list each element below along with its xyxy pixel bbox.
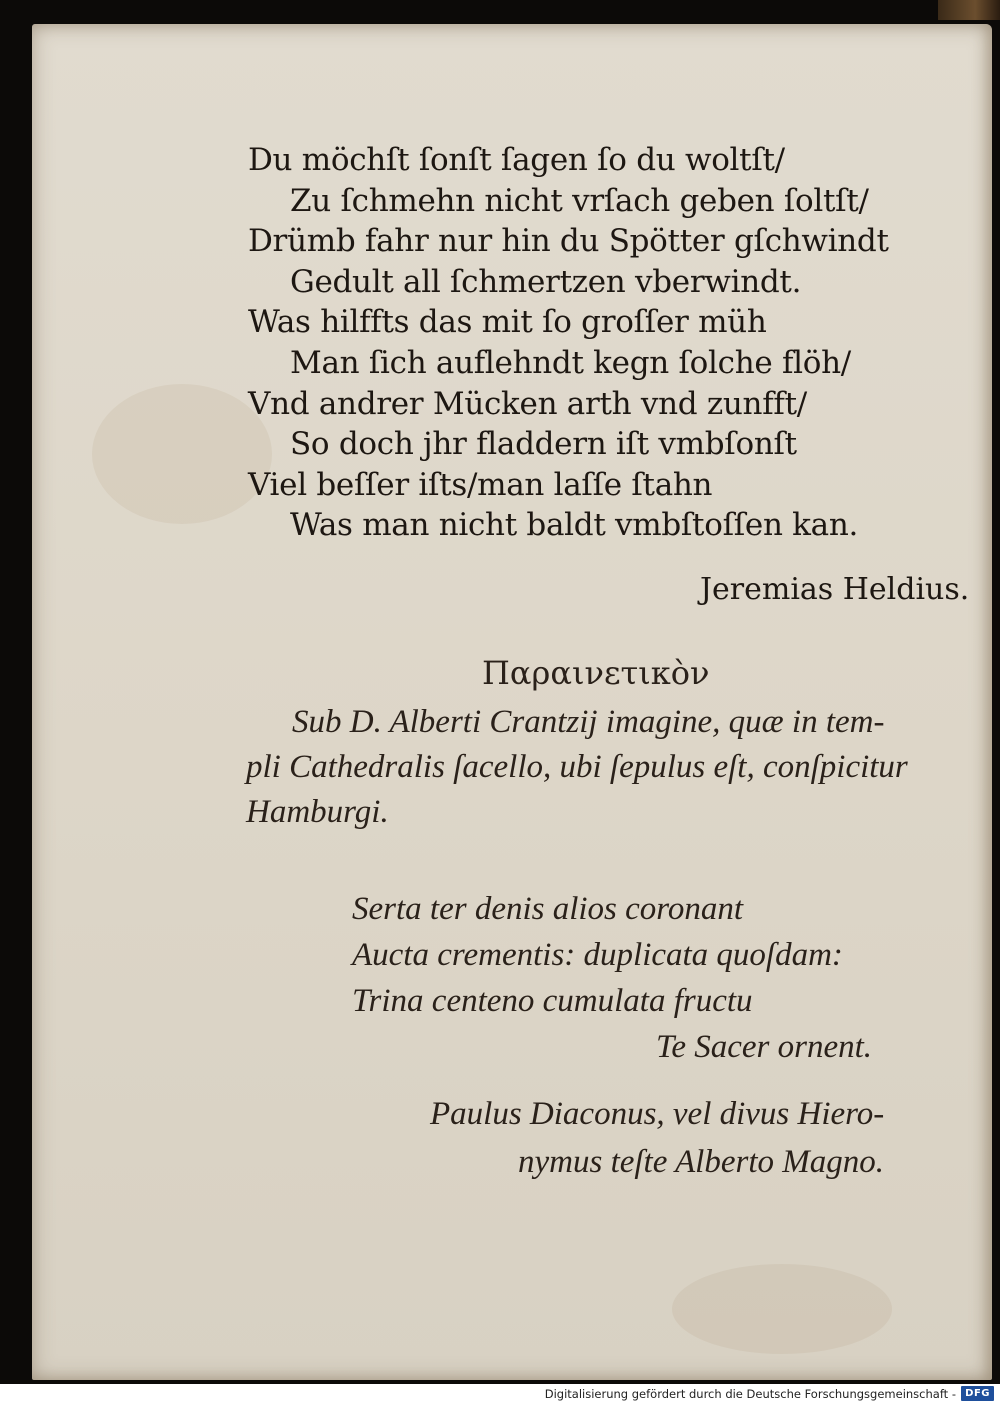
poem-line: Serta ter denis alios coronant	[352, 891, 744, 927]
verse-line: Gedult all ſchmertzen vberwindt.	[290, 263, 802, 300]
latin-heading-line: Hamburgi.	[246, 794, 389, 830]
verse-line: Zu ſchmehn nicht vrſach geben ſoltſt/	[290, 182, 869, 219]
verse-line: Was man nicht baldt vmbſtoſſen kan.	[290, 507, 859, 544]
latin-poem	[352, 886, 932, 1070]
digitization-footer	[0, 1384, 1000, 1404]
poem-line: Te Sacer ornent.	[656, 1029, 873, 1065]
verse-line: Man ſich auflehndt kegn ſolche flöh/	[290, 344, 851, 381]
greek-heading: Παραινετικὸν	[482, 654, 710, 692]
german-verse	[248, 140, 928, 546]
verse-line: Du möchſt ſonſt ſagen ſo du woltſt/	[248, 142, 785, 178]
attribution-line: Paulus Diaconus, vel divus Hiero-	[430, 1096, 885, 1132]
verse-line: Was hilffts das mit ſo groſſer müh	[248, 304, 767, 341]
attribution-line: nymus teſte Alberto Magno.	[518, 1144, 884, 1180]
poem-line: Trina centeno cumulata fructu	[352, 983, 753, 1019]
verse-line: So doch jhr fladdern iſt vmbſonſt	[290, 426, 797, 463]
latin-heading-line: pli Cathedralis ſacello, ubi ſepulus eſt, conſpicitur	[246, 749, 908, 785]
paper-stain	[92, 384, 272, 524]
dfg-logo-icon: DFG	[961, 1386, 994, 1401]
paper-stain	[672, 1264, 892, 1354]
attribution	[430, 1090, 950, 1186]
verse-line: Drümb fahr nur hin du Spötter gſchwindt	[248, 223, 889, 260]
book-spine-edge	[938, 0, 1000, 20]
verse-line: Viel beſſer iſts/man laſſe ſtahn	[248, 466, 713, 503]
signature-heldius: Jeremias Heldius.	[700, 572, 970, 607]
latin-heading-line: Sub D. Alberti Crantzij imagine, quæ in tem-	[292, 704, 885, 740]
footer-credit-text: Digitalisierung gefördert durch die Deutsche Forschungsgemeinschaft -	[544, 1387, 956, 1401]
latin-heading	[246, 700, 936, 835]
poem-line: Aucta crementis: duplicata quoſdam:	[352, 937, 843, 973]
verse-line: Vnd andrer Mücken arth vnd zunfft/	[248, 385, 807, 422]
